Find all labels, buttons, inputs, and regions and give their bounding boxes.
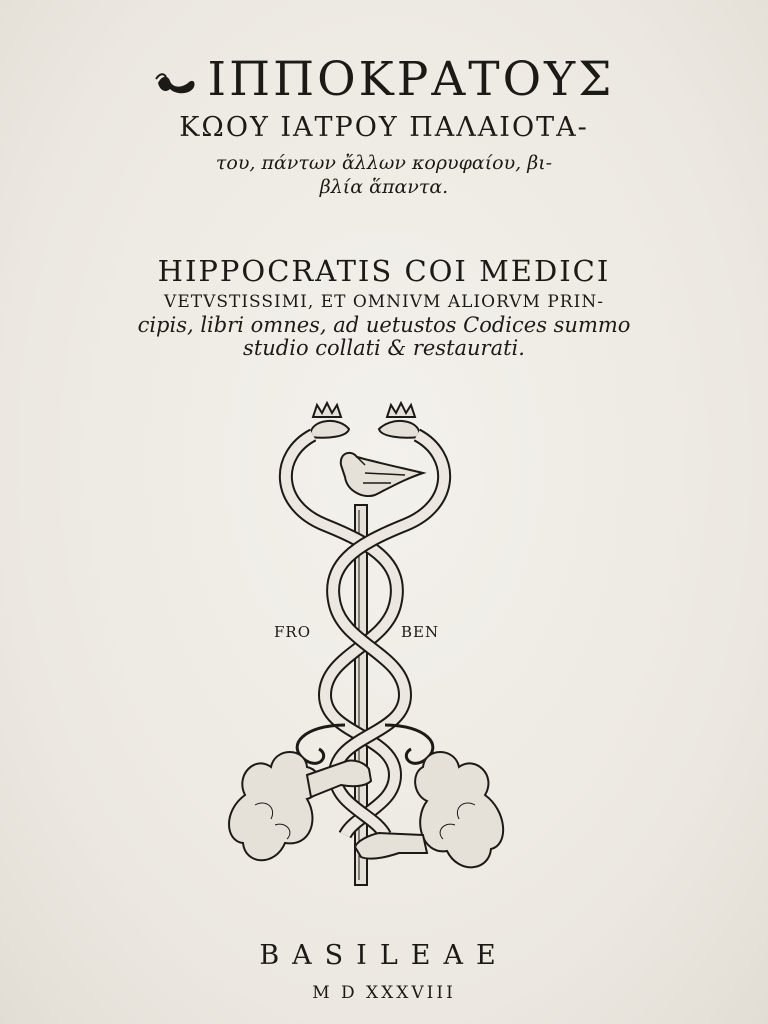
printer-mark-right: BEN — [401, 623, 440, 641]
greek-line-4: βλία ἅπαντα. — [319, 176, 449, 198]
right-serpent-head — [379, 421, 419, 438]
left-serpent-head — [311, 421, 349, 438]
imprint-year: M D XXXVIII — [312, 983, 456, 1003]
greek-title-text: ΙΠΠΟΚΡΑΤΟΥΣ — [207, 52, 615, 107]
printer-device-caduceus — [215, 395, 515, 895]
right-crown-icon — [387, 403, 415, 417]
fleuron-ornament-icon — [154, 56, 198, 111]
left-crown-icon — [313, 403, 341, 417]
right-hand-icon — [355, 833, 427, 859]
greek-subtitle: ΚΩΟΥ ΙΑΤΡΟΥ ΠΑΛΑΙΟΤΑ- — [179, 112, 589, 143]
greek-title — [0, 52, 768, 111]
latin-line-4: studio collati & restaurati. — [243, 336, 525, 360]
greek-line-3: του, πάντων ἄλλων κορυφαίου, βι- — [215, 152, 553, 174]
printer-mark-left: FRO — [274, 623, 311, 641]
latin-line-2: VETVSTISSIMI, ET OMNIVM ALIORVM PRIN- — [164, 292, 604, 312]
right-cloud — [415, 752, 503, 867]
left-cloud — [229, 752, 320, 860]
latin-line-3: cipis, libri omnes, ad uetustos Codices summo — [137, 313, 631, 337]
latin-title: HIPPOCRATIS COI MEDICI — [157, 254, 611, 288]
imprint-city: BASILEAE — [259, 940, 509, 971]
